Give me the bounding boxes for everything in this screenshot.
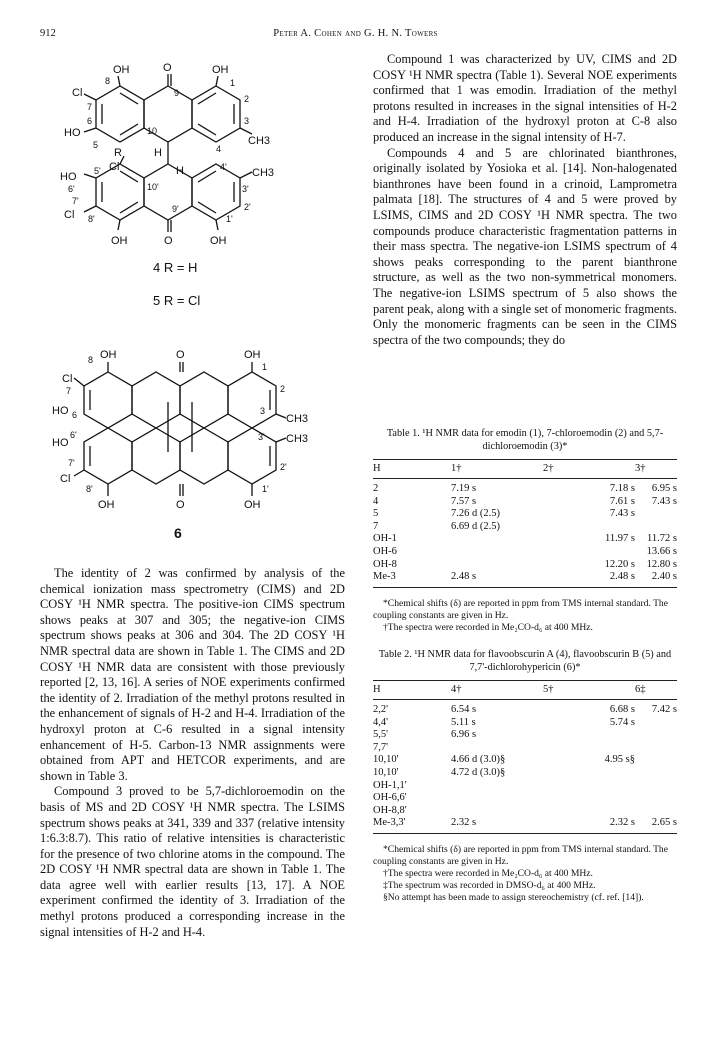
table-cell: OH-8,8' <box>373 804 407 816</box>
table-1-body <box>373 479 677 588</box>
table-cell <box>451 805 543 818</box>
table-cell: 2.40 s <box>635 571 677 587</box>
ring-6-a <box>84 372 132 428</box>
s6-locant-3p: 3' <box>258 432 265 442</box>
paragraph-compound-1: Compound 1 was characterized by UV, CIMS and 2D COSY ¹H NMR spectra (Table 1). Several NOE experiments confirmed that 1 was emodin. Irradiation of the methyl protons resulted in increases in the signal intensities of H-2 and H-4. Irradiation of the hydroxyl proton at C-8 also produced an increase in the signal intensity of H-7. <box>373 52 677 144</box>
table-cell: 11.97 s <box>605 533 635 545</box>
table-cell: 5,5' <box>373 729 389 741</box>
table-cell <box>635 717 677 730</box>
table-row <box>373 571 677 587</box>
table-row <box>373 792 677 805</box>
s6-atom-oh-1p: OH <box>244 499 261 511</box>
table-cell <box>635 508 677 521</box>
s6-locant-7p: 7' <box>68 458 75 468</box>
table-1-footnote-b: †The spectra were recorded in Me₂CO-d₆ at 400 MHz. <box>383 621 593 633</box>
s6-atom-o-top: O <box>176 349 185 361</box>
locant-2p: 2' <box>244 202 251 212</box>
ring-c-bottom <box>192 164 240 220</box>
table-cell <box>635 792 677 805</box>
table-row <box>373 700 677 717</box>
table-row <box>373 817 677 833</box>
s6-atom-cl-7p: Cl <box>60 473 71 485</box>
locant-8p: 8' <box>88 214 95 224</box>
ring-6-b <box>132 372 180 428</box>
table-1-header-3: 3† <box>635 460 677 479</box>
table-2-footnote-a: *Chemical shifts (δ) are reported in ppm from TMS internal standard. The coupling constants are given in Hz. <box>373 843 668 867</box>
table-row <box>373 754 677 767</box>
table-1-footnote-a: *Chemical shifts (δ) are reported in ppm from TMS internal standard. The coupling constants are given in Hz. <box>373 597 668 621</box>
table-row <box>373 508 677 521</box>
table-cell: 7.19 s <box>451 483 477 494</box>
table-cell <box>451 742 543 755</box>
table-cell: 12.20 s <box>604 558 635 570</box>
table-cell: 11.72 s <box>647 533 677 545</box>
ring-a-top <box>96 86 144 142</box>
table-1 <box>373 427 677 634</box>
table-cell <box>451 559 543 572</box>
locant-7p: 7' <box>72 196 79 206</box>
locant-1: 1 <box>230 78 236 88</box>
table-cell <box>451 533 543 546</box>
atom-ch3: CH3 <box>248 135 271 147</box>
table-cell: 7.57 s <box>451 495 477 507</box>
table-cell <box>543 729 635 742</box>
table-1-header-1: 1† <box>451 460 543 479</box>
table-2-caption: Table 2. ¹H NMR data for flavoobscurin A (4), flavoobscurin B (5) and 7,7'-dichlorohypericin (6)* <box>378 649 672 673</box>
s6-atom-o-bottom: O <box>176 499 185 511</box>
locant-9p: 9' <box>172 204 179 214</box>
atom-ch3-b: CH3 <box>252 167 275 179</box>
s6-locant-7: 7 <box>66 386 72 396</box>
locant-7: 7 <box>87 102 93 112</box>
s6-locant-1: 1 <box>262 362 268 372</box>
ring-6-h <box>228 428 276 484</box>
table-cell: 6.54 s <box>451 704 477 715</box>
right-column <box>373 52 677 903</box>
atom-oh-8p: OH <box>111 235 128 247</box>
table-cell <box>635 767 677 780</box>
table-cell <box>543 546 635 559</box>
ring-6-e <box>84 428 132 484</box>
table-row <box>373 780 677 793</box>
s6-locant-6p: 6' <box>70 430 77 440</box>
table-cell: 10,10' <box>373 754 399 766</box>
table-cell: 2 <box>373 483 379 494</box>
table-cell: 13.66 s <box>646 545 677 557</box>
table-2 <box>373 648 677 904</box>
table-cell: Me-3,3' <box>373 817 451 833</box>
s6-locant-8p: 8' <box>86 484 93 494</box>
table-cell <box>635 805 677 818</box>
table-cell: 2,2' <box>373 704 389 715</box>
table-2-footnote-b: †The spectra were recorded in Me₂CO-d₆ at 400 MHz. <box>383 867 593 879</box>
page-number: 912 <box>40 28 56 39</box>
s6-locant-6: 6 <box>72 410 78 420</box>
table-cell <box>543 805 635 818</box>
table-cell: 7.43 s <box>651 495 677 507</box>
table-cell: 2.65 s <box>635 817 677 833</box>
locant-9: 9 <box>174 88 180 98</box>
table-2-header-4: 4† <box>451 681 543 700</box>
atom-cl-5p: Cl <box>109 161 120 173</box>
table-cell <box>543 521 635 534</box>
locant-4p: 4' <box>220 162 227 172</box>
table-2-footnote-d: §No attempt has been made to assign stereochemistry (cf. ref. [14]). <box>383 891 644 903</box>
table-cell <box>543 767 635 780</box>
table-cell: 7.26 d (2.5) <box>451 508 500 520</box>
locant-5p: 5' <box>94 166 101 176</box>
locant-4: 4 <box>216 144 222 154</box>
table-row <box>373 767 677 780</box>
locant-10p: 10' <box>147 182 159 192</box>
table-2-grid <box>373 680 677 834</box>
table-cell <box>635 521 677 534</box>
s6-locant-8: 8 <box>88 355 94 365</box>
s6-atom-ch3: CH3 <box>286 413 309 425</box>
table-cell: OH-6,6' <box>373 792 407 804</box>
locant-10: 10 <box>147 126 158 136</box>
table-row <box>373 742 677 755</box>
table-cell <box>543 792 635 805</box>
table-cell: 7.43 s <box>609 508 635 520</box>
table-cell: 2.32 s <box>543 817 635 833</box>
atom-h-10p: H <box>176 165 184 177</box>
atom-oh-1p: OH <box>210 235 227 247</box>
s6-atom-ch3-b: CH3 <box>286 433 309 445</box>
table-row <box>373 546 677 559</box>
table-row <box>373 559 677 572</box>
table-row <box>373 521 677 534</box>
table-cell <box>543 742 635 755</box>
table-row <box>373 479 677 496</box>
s6-locant-3: 3 <box>260 406 266 416</box>
atom-oh-8: OH <box>113 64 130 76</box>
table-cell <box>451 780 543 793</box>
page-header <box>40 28 671 44</box>
table-cell: 7.18 s <box>609 483 635 494</box>
label-compound-4: 4 R = H <box>153 260 198 275</box>
s6-locant-2: 2 <box>280 384 286 394</box>
atom-h-10: H <box>154 147 162 159</box>
s6-atom-oh-8: OH <box>100 349 117 361</box>
table-cell: 5 <box>373 508 379 520</box>
atom-ho-6: HO <box>64 127 81 139</box>
table-cell: OH-8 <box>373 558 397 570</box>
table-cell: 4.72 d (3.0)§ <box>451 766 506 778</box>
locant-1p: 1' <box>226 214 233 224</box>
table-cell <box>635 742 677 755</box>
table-cell: 7.61 s <box>609 495 635 507</box>
table-cell: 7.42 s <box>651 704 677 715</box>
table-cell: 6.68 s <box>609 704 635 715</box>
table-row <box>373 533 677 546</box>
table-2-header-h: H <box>373 681 451 700</box>
atom-o-9p: O <box>164 235 173 247</box>
table-row <box>373 805 677 818</box>
table-2-body <box>373 700 677 834</box>
atom-cl-7: Cl <box>72 87 83 99</box>
s6-atom-cl-7: Cl <box>62 373 73 385</box>
ring-6-f <box>132 428 180 484</box>
table-1-caption: Table 1. ¹H NMR data for emodin (1), 7-chloroemodin (2) and 5,7-dichloroemodin (3)* <box>386 428 664 452</box>
locant-3: 3 <box>244 116 250 126</box>
table-cell: 7,7' <box>373 741 389 753</box>
table-cell <box>451 792 543 805</box>
table-cell: OH-6 <box>373 545 397 557</box>
table-cell: 2.48 s <box>543 571 635 587</box>
paragraph-compound-3: Compound 3 proved to be 5,7-dichloroemodin on the basis of MS and 2D COSY ¹H NMR spectra. The LSIMS spectrum shows peaks at 341, 339 and 337 (relative intensity 1:6.3:8.7). This ratio of relative intensities is characteristic for the presence of two chlorine atoms in the compound. The 2D COSY ¹H NMR spectral data are shown in Table 1. The data agree well with earlier results [13, 17]. A NOE experiment confirmed the identity of 3. Irradiation of the methyl protons produced a corresponding increase in the signal intensities of H-2 and H-4. <box>40 784 345 939</box>
table-cell <box>451 546 543 559</box>
table-2-header-5: 5† <box>543 681 635 700</box>
locant-6p: 6' <box>68 184 75 194</box>
table-cell: 6.95 s <box>651 483 677 494</box>
table-cell <box>635 729 677 742</box>
s6-atom-ho-6: HO <box>52 405 69 417</box>
table-cell: 6.69 d (2.5) <box>451 520 500 532</box>
s6-atom-ho-6p: HO <box>52 437 69 449</box>
table-cell <box>543 780 635 793</box>
table-cell: 5.11 s <box>451 716 476 728</box>
paragraph-compounds-4-5: Compounds 4 and 5 are chlorinated bianthrones, originally isolated by Yosioka et al. [14]. Non-halogenated bianthrones have been found in a crinoid, Lamprometra palmata [18]. The structures of 4 and 5 were proved by LSIMS, CIMS and 2D COSY ¹H NMR spectra. The two compounds produce characteristic fragmentation patterns in their mass spectra. The negative-ion LSIMS spectrum of 4 shows peaks corresponding to the parent bianthrone structure, as well as the two non-symmetrical monomers. The negative-ion LSIMS spectrum of 5 also shows the parent peak, along with a single set of monomeric fragments. Only the monomeric fragments can be seen in the CIMS spectra of the two compounds; they do <box>373 145 677 347</box>
table-cell: 4.95 s§ <box>604 754 635 766</box>
table-cell: 5.74 s <box>609 716 635 728</box>
locant-3p: 3' <box>242 184 249 194</box>
atom-o-9: O <box>163 62 172 74</box>
table-row <box>373 717 677 730</box>
s6-atom-oh-8p: OH <box>98 499 115 511</box>
atom-ho-6p: HO <box>60 171 77 183</box>
locant-8: 8 <box>105 76 111 86</box>
ring-6-d <box>228 372 276 428</box>
table-cell: 7 <box>373 520 379 532</box>
running-head: Peter A. Cohen and G. H. N. Towers <box>273 28 438 39</box>
table-2-footnote-c: ‡The spectrum was recorded in DMSO-d₆ at 400 MHz. <box>383 879 596 891</box>
atom-r: R <box>114 147 122 159</box>
table-1-header-2: 2† <box>543 460 635 479</box>
table-row <box>373 729 677 742</box>
locant-5: 5 <box>93 140 99 150</box>
ring-c-top <box>192 86 240 142</box>
s6-atom-oh-1: OH <box>244 349 261 361</box>
ring-6-g <box>180 428 228 484</box>
table-cell <box>635 780 677 793</box>
locant-2: 2 <box>244 94 250 104</box>
ring-b-bottom <box>144 164 192 220</box>
ring-a-bottom <box>96 164 144 220</box>
table-cell: 6.96 s <box>451 729 477 741</box>
s6-locant-1p: 1' <box>262 484 269 494</box>
table-cell: OH-1,1' <box>373 779 407 791</box>
chemical-structures <box>40 52 345 560</box>
paragraph-compound-2: The identity of 2 was confirmed by analysis of the chemical ionization mass spectrometry (CIMS) and 2D COSY ¹H NMR spectra. The positive-ion CIMS spectrum shows peaks at 307 and 305; the negative-ion CIMS spectrum shows peaks at 306 and 304. The 2D COSY ¹H NMR spectral data are shown in Table 1. The CIMS and 2D COSY ¹H NMR data are consistent with those previously reported [2, 13, 16]. A series of NOE experiments confirmed the identity of 2. Irradiation of the methyl protons resulted in the enhancement of signals of H-2 and H-4. Irradiation of the hydroxyl proton at C-6 resulted in a signal intensity enhancement of H-5. Carbon-13 NMR assignments were obtained from APT and HETCOR experiments, and are shown in Table 3. <box>40 566 345 783</box>
atom-oh-1: OH <box>212 64 229 76</box>
table-row <box>373 496 677 509</box>
table-1-header-h: H <box>373 460 451 479</box>
table-cell: 4.66 d (3.0)§ <box>451 754 506 766</box>
table-cell <box>635 754 677 767</box>
structure-drawings <box>40 52 345 560</box>
atom-cl-7p: Cl <box>64 209 75 221</box>
table-2-header-6: 6‡ <box>635 681 677 700</box>
label-compound-5: 5 R = Cl <box>153 293 201 308</box>
locant-6: 6 <box>87 116 93 126</box>
table-cell: 4 <box>373 495 379 507</box>
table-cell: 12.80 s <box>646 558 677 570</box>
table-cell: 2.32 s <box>451 817 543 833</box>
table-1-grid <box>373 459 677 588</box>
table-cell: 10,10' <box>373 766 399 778</box>
s6-locant-2p: 2' <box>280 462 287 472</box>
table-cell: 2.48 s <box>451 571 543 587</box>
left-column-text <box>40 566 345 940</box>
label-compound-6: 6 <box>174 525 182 541</box>
table-cell: OH-1 <box>373 533 397 545</box>
table-cell: Me-3 <box>373 571 451 587</box>
ring-6-c <box>180 372 228 428</box>
table-cell: 4,4' <box>373 716 389 728</box>
